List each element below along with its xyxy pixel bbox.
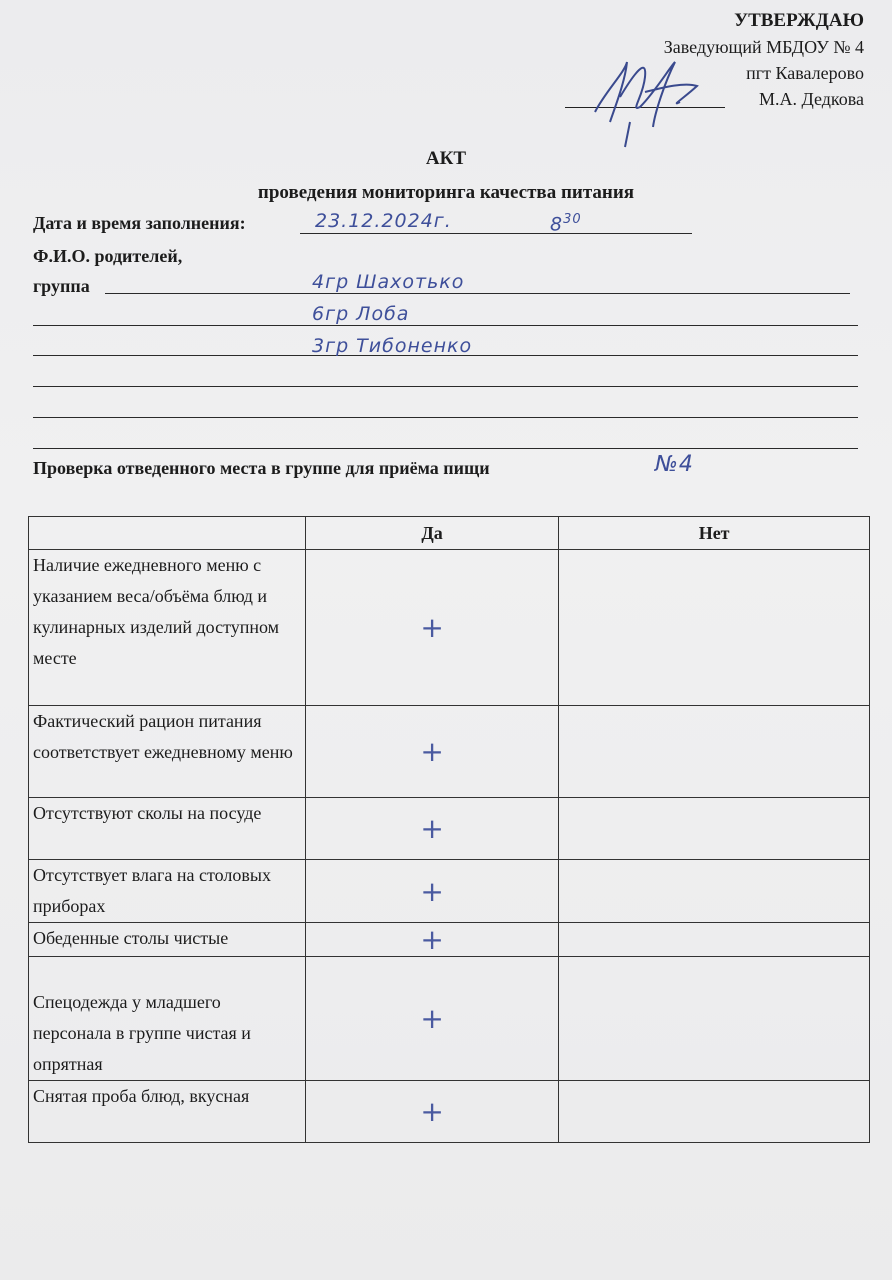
criterion-cell: Фактический рацион питания соответствует ежедневному меню [29, 706, 306, 798]
yes-mark: + [420, 812, 444, 845]
yes-cell [306, 706, 559, 798]
group-line-5 [33, 417, 858, 418]
yes-mark: + [420, 611, 444, 644]
table-row [29, 550, 870, 706]
table-row [29, 706, 870, 798]
approval-heading: УТВЕРЖДАЮ [734, 10, 864, 31]
yes-mark: + [420, 923, 444, 956]
group-line-6 [33, 448, 858, 449]
datetime-date-value: 23.12.2024г. [315, 210, 452, 232]
approval-signatory: М.А. Дедкова [759, 89, 864, 109]
datetime-label: Дата и время заполнения: [33, 213, 246, 233]
yes-mark: + [420, 1002, 444, 1035]
yes-cell [306, 798, 559, 860]
check-label: Проверка отведенного места в группе для приёма пищи [33, 458, 490, 478]
yes-cell [306, 860, 559, 923]
approval-location: пгт Кавалерово [746, 63, 864, 83]
no-cell [559, 706, 870, 798]
criterion-cell: Обеденные столы чистые [29, 923, 306, 957]
yes-mark: + [420, 1095, 444, 1128]
parents-label: Ф.И.О. родителей, [33, 246, 183, 266]
signature-mark [585, 52, 715, 152]
document-title: АКТ [425, 148, 467, 169]
no-cell [559, 1081, 870, 1143]
group-label: группа [33, 276, 90, 296]
header-yes: Да [306, 517, 559, 550]
approval-position: Заведующий МБДОУ № 4 [663, 37, 864, 57]
datetime-time-hour: 8 [550, 213, 564, 236]
header-no: Нет [559, 517, 870, 550]
group-entry-1: 4гр Шахотько [312, 271, 465, 293]
table-row [29, 1081, 870, 1143]
no-cell [559, 550, 870, 706]
criterion-cell: Отсутствуют сколы на посуде [29, 798, 306, 860]
group-entry-2: 6гр Лоба [312, 303, 410, 325]
yes-mark: + [420, 735, 444, 768]
check-handwritten-number: №4 [655, 452, 694, 477]
yes-mark: + [420, 874, 444, 908]
no-cell [559, 798, 870, 860]
no-cell [559, 957, 870, 1081]
yes-cell [306, 923, 559, 957]
group-line-1 [105, 293, 850, 294]
header-criterion [29, 517, 306, 550]
table-row [29, 798, 870, 860]
criterion-cell: Спецодежда у младшего персонала в группе чистая и опрятная [29, 957, 306, 1081]
yes-cell [306, 957, 559, 1081]
yes-cell [306, 1081, 559, 1143]
criterion-cell: Наличие ежедневного меню с указанием веса/объёма блюд и кулинарных изделий доступном месте [29, 550, 306, 706]
no-cell [559, 923, 870, 957]
document-subtitle: проведения мониторинга качества питания [257, 182, 635, 203]
criterion-cell: Отсутствует влага на столовых приборах [29, 860, 306, 923]
table-row [29, 860, 870, 923]
table-row [29, 923, 870, 957]
check-table [28, 516, 870, 1143]
datetime-time-value [550, 212, 582, 235]
table-header-row [29, 517, 870, 550]
group-line-4 [33, 386, 858, 387]
group-entry-3: 3гр Тибоненко [312, 335, 473, 357]
no-cell [559, 860, 870, 923]
criterion-cell: Снятая проба блюд, вкусная [29, 1081, 306, 1143]
datetime-underline [300, 233, 692, 234]
table-row [29, 957, 870, 1081]
datetime-time-minutes: 30 [563, 212, 582, 227]
yes-cell [306, 550, 559, 706]
group-line-2 [33, 325, 858, 326]
